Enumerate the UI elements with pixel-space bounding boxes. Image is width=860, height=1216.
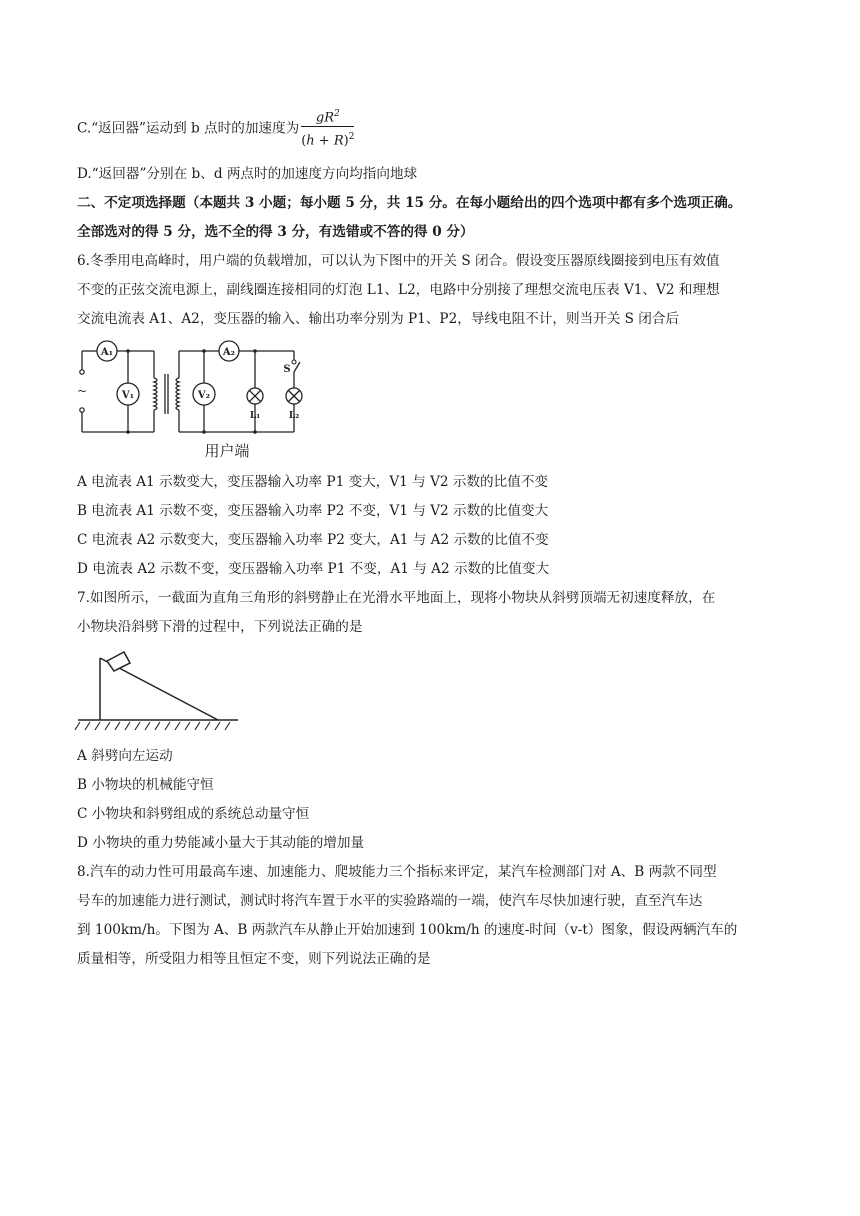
ammeter-a2-label: A₂ xyxy=(222,347,236,358)
user-end-caption: 用户端 xyxy=(204,442,250,460)
switch-s-label: S xyxy=(283,364,291,375)
formula-h: h xyxy=(306,133,315,149)
voltmeter-v1-label: V₁ xyxy=(121,390,135,401)
section2-heading-line2: 全部选对的得 5 分，选不全的得 3 分，有选错或不答的得 0 分） xyxy=(77,224,474,240)
acceleration-formula: $\frac{gR^2}{(h + R)^2}$ xyxy=(301,106,354,152)
ammeter-a1-label: A₁ xyxy=(100,347,114,358)
q7-stem-line2: 小物块沿斜劈下滑的过程中，下列说法正确的是 xyxy=(77,619,363,635)
formula-denominator-exponent: 2 xyxy=(348,132,355,143)
formula-numerator-exponent: 2 xyxy=(334,109,340,119)
formula-r: R xyxy=(333,133,344,149)
q6-stem-line1: 6.冬季用电高峰时，用户端的负载增加，可以认为下图中的开关 S 闭合。假设变压器原线圈接到电压有效值 xyxy=(77,253,720,269)
lamp-l2-label: L₂ xyxy=(288,411,300,421)
q8-stem-line4: 质量相等，所受阻力相等且恒定不变，则下列说法正确的是 xyxy=(77,951,431,967)
q7-option-a: A 斜劈向左运动 xyxy=(77,748,173,764)
q7-option-c: C 小物块和斜劈组成的系统总动量守恒 xyxy=(77,806,310,822)
q5-option-d: D.“返回器”分别在 b、d 两点时的加速度方向均指向地球 xyxy=(77,166,418,182)
q6-stem-line2: 不变的正弦交流电源上，副线圈连接相同的灯泡 L1、L2，电路中分别接了理想交流电压表 V1、V2 和理想 xyxy=(77,282,720,298)
q8-stem-line3: 到 100km/h。下图为 A、B 两款汽车从静止开始加速到 100km/h 的速度-时间（v-t）图象，假设两辆汽车的 xyxy=(77,922,738,938)
q7-stem-line1: 7.如图所示，一截面为直角三角形的斜劈静止在光滑水平地面上，现将小物块从斜劈顶端无初速度释放，在 xyxy=(77,590,716,606)
q5-option-c xyxy=(77,106,354,152)
voltmeter-v2-label: V₂ xyxy=(197,390,211,401)
wedge-figure xyxy=(74,646,244,736)
q6-option-c: C 电流表 A2 示数变大，变压器输入功率 P2 变大，A1 与 A2 示数的比值不变 xyxy=(77,532,549,548)
q6-option-d: D 电流表 A2 示数不变，变压器输入功率 P1 不变，A1 与 A2 示数的比值变大 xyxy=(77,561,550,577)
q5-option-c-text: C.“返回器”运动到 b 点时的加速度为 xyxy=(77,120,300,137)
q8-stem-line1: 8.汽车的动力性可用最高车速、加速能力、爬坡能力三个指标来评定，某汽车检测部门对 A、B 两款不同型 xyxy=(77,864,717,880)
q8-stem-line2: 号车的加速能力进行测试，测试时将汽车置于水平的实验路端的一端，使汽车尽快加速行驶，直至汽车达 xyxy=(77,893,703,909)
formula-plus: + xyxy=(318,133,330,149)
q7-option-b: B 小物块的机械能守恒 xyxy=(77,777,214,793)
section2-heading-line1: 二、不定项选择题（本题共 3 小题；每小题 5 分，共 15 分。在每小题给出的四个选项中都有多个选项正确。 xyxy=(77,195,742,211)
transformer-circuit-figure xyxy=(72,338,312,466)
formula-numerator: gR xyxy=(315,110,335,126)
ac-source-symbol: ~ xyxy=(76,384,88,398)
q6-option-b: B 电流表 A1 示数不变，变压器输入功率 P2 不变，V1 与 V2 示数的比值变大 xyxy=(77,503,549,519)
q7-option-d: D 小物块的重力势能减小量大于其动能的增加量 xyxy=(77,835,365,851)
q6-stem-line3: 交流电流表 A1、A2，变压器的输入、输出功率分别为 P1、P2，导线电阻不计，则当开关 S 闭合后 xyxy=(77,311,680,327)
lamp-l1-label: L₁ xyxy=(249,411,261,421)
q6-option-a: A 电流表 A1 示数变大，变压器输入功率 P1 变大，V1 与 V2 示数的比值不变 xyxy=(77,474,549,490)
